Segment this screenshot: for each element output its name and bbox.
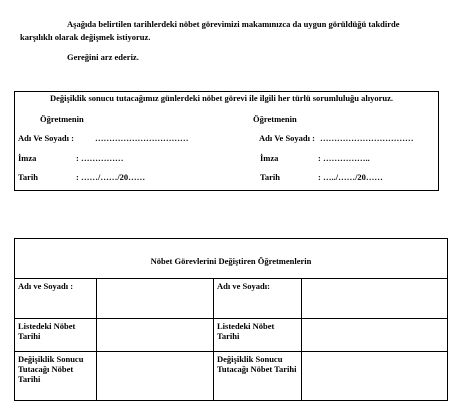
left-name-value[interactable]: …………………………… [95, 133, 189, 143]
right-name-cell[interactable] [302, 279, 448, 319]
letter-line-1: Aşağıda belirtilen tarihlerdeki nöbet görevimizi makamınızca da uygun görüldüğü takdirde [67, 19, 400, 29]
table-title: Nöbet Görevlerini Değiştiren Öğretmenlerin [15, 239, 448, 279]
right-signature-value[interactable]: : …………….. [318, 153, 370, 163]
left-new-date-cell[interactable] [97, 352, 214, 401]
duty-swap-table [14, 238, 448, 401]
left-name-cell[interactable] [97, 279, 214, 319]
right-listed-date-cell[interactable] [302, 319, 448, 352]
right-name-cell-label: Adı ve Soyadı: [214, 279, 302, 319]
right-new-date-label: Değişiklik Sonucu Tutacağı Nöbet Tarihi [214, 352, 302, 401]
left-signature-value[interactable]: : …………… [76, 153, 124, 163]
right-name-value[interactable]: …………………………… [320, 133, 414, 143]
letter-closing: Gereğini arz ederiz. [67, 52, 139, 62]
right-new-date-cell[interactable] [302, 352, 448, 401]
left-date-value[interactable]: : ……/……/20…… [76, 172, 146, 182]
letter-line-2: karşılıklı olarak değişmek istiyoruz. [20, 32, 151, 42]
right-date-label: Tarih [260, 172, 281, 182]
right-teacher-title: Öğretmenin [253, 114, 297, 124]
left-listed-date-cell[interactable] [97, 319, 214, 352]
commitment-header: Değişiklik sonucu tutacağımız günlerdeki nöbet görevi ile ilgili her türlü sorumluluğu alıyoruz. [50, 93, 394, 103]
right-listed-date-label: Listedeki Nöbet Tarihi [214, 319, 302, 352]
table-row [15, 352, 448, 401]
left-signature-label: İmza [18, 153, 37, 163]
table-row [15, 319, 448, 352]
table-title-row [15, 239, 448, 279]
right-date-value[interactable]: : …../……/20…… [318, 172, 383, 182]
left-date-label: Tarih [18, 172, 39, 182]
left-new-date-label: Değişiklik Sonucu Tutacağı Nöbet Tarihi [15, 352, 97, 401]
right-name-label: Adı Ve Soyadı : [259, 133, 315, 143]
table-row [15, 279, 448, 319]
left-teacher-title: Öğretmenin [40, 114, 84, 124]
left-name-cell-label: Adı ve Soyadı : [15, 279, 97, 319]
left-listed-date-label: Listedeki Nöbet Tarihi [15, 319, 97, 352]
left-name-label: Adı Ve Soyadı : [18, 133, 74, 143]
right-signature-label: İmza [260, 153, 279, 163]
commitment-box [14, 91, 439, 191]
